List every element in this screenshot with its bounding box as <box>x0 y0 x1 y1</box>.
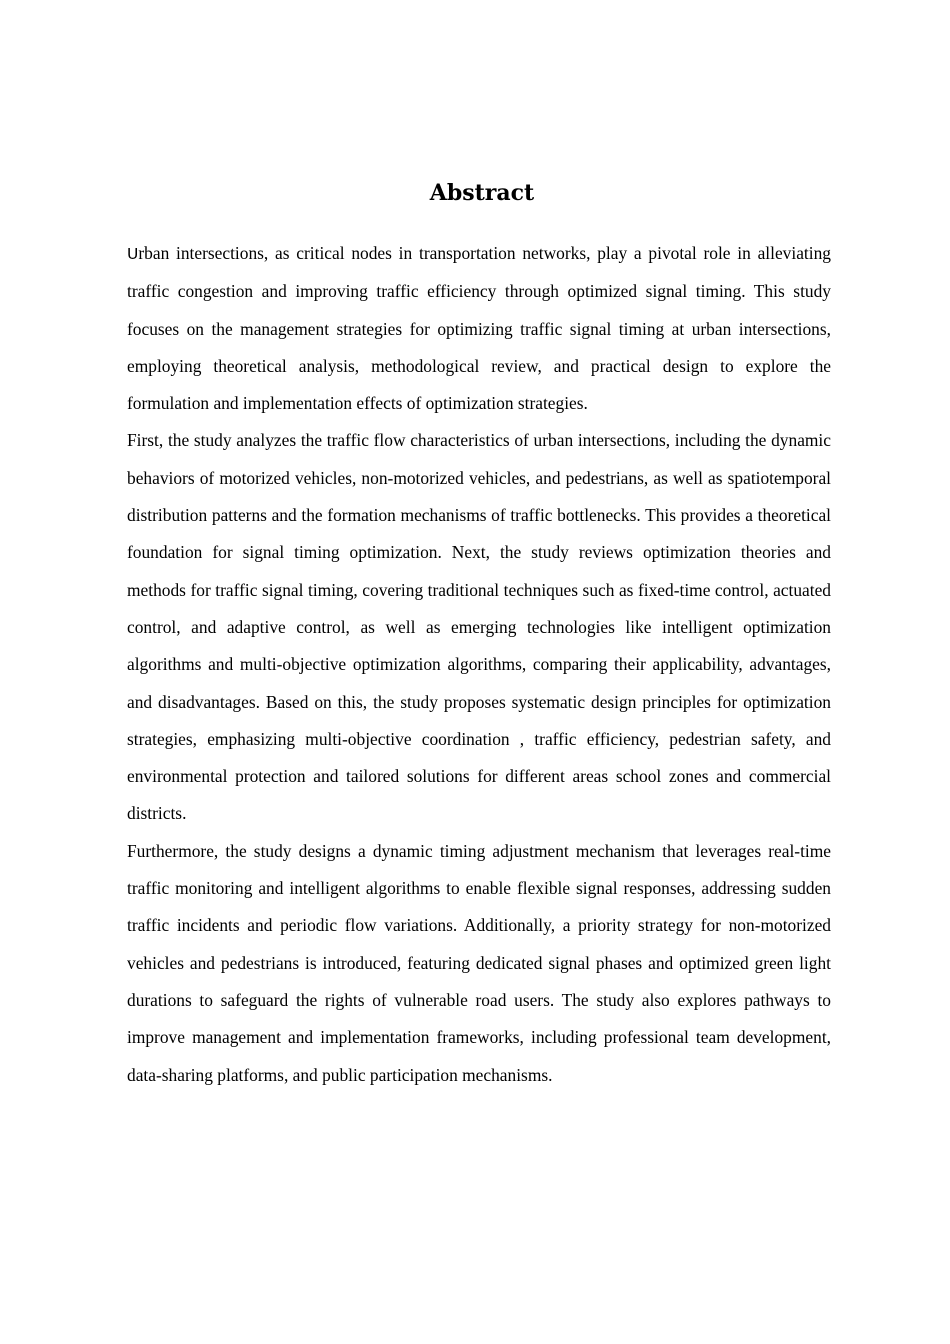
abstract-paragraph-3: Furthermore, the study designs a dynamic timing adjustment mechanism that leverages real-time traffic monitoring and intelligent algorithms to enable flexible signal responses, addressing sudden traffic incidents and periodic flow variations. Additionally, a priority strategy for non-motorized vehicles and pedestrians is introduced, featuring dedicated signal phases and optimized green light durations to safeguard the rights of vulnerable road users. The study also explores pathways to improve management and implementation frameworks, including professional team development, data-sharing platforms, and public participation mechanisms. <box>127 840 831 1085</box>
abstract-paragraph-2: First, the study analyzes the traffic flow characteristics of urban intersections, including the dynamic behaviors of motorized vehicles, non-motorized vehicles, and pedestrians, as well as spatiotemporal distribution patterns and the formation mechanisms of traffic bottlenecks. This provides a theoretical foundation for signal timing optimization. Next, the study reviews optimization theories and methods for traffic signal timing, covering traditional techniques such as fixed-time control, actuated control, and adaptive control, as well as emerging technologies like intelligent optimization algorithms and multi-objective optimization algorithms, comparing their applicability, advantages, and disadvantages. Based on this, the study proposes systematic design principles for optimization strategies, emphasizing multi-objective coordination , traffic efficiency, pedestrian safety, and environmental protection and tailored solutions for different areas school zones and commercial districts. <box>127 430 831 824</box>
abstract-heading: Abstract <box>429 180 535 206</box>
paragraph-initial-letter: U <box>127 245 139 263</box>
abstract-body <box>127 235 831 1094</box>
paragraph-text: rban intersections, as critical nodes in transportation networks, play a pivotal role in alleviating traffic congestion and improving traffic efficiency through optimized signal timing. This study focuses on the management strategies for optimizing traffic signal timing at urban intersections, employing theoretical analysis, methodological review, and practical design to explore the formulation and implementation effects of optimization strategies. <box>127 243 831 414</box>
abstract-paragraph-1 <box>127 235 831 422</box>
